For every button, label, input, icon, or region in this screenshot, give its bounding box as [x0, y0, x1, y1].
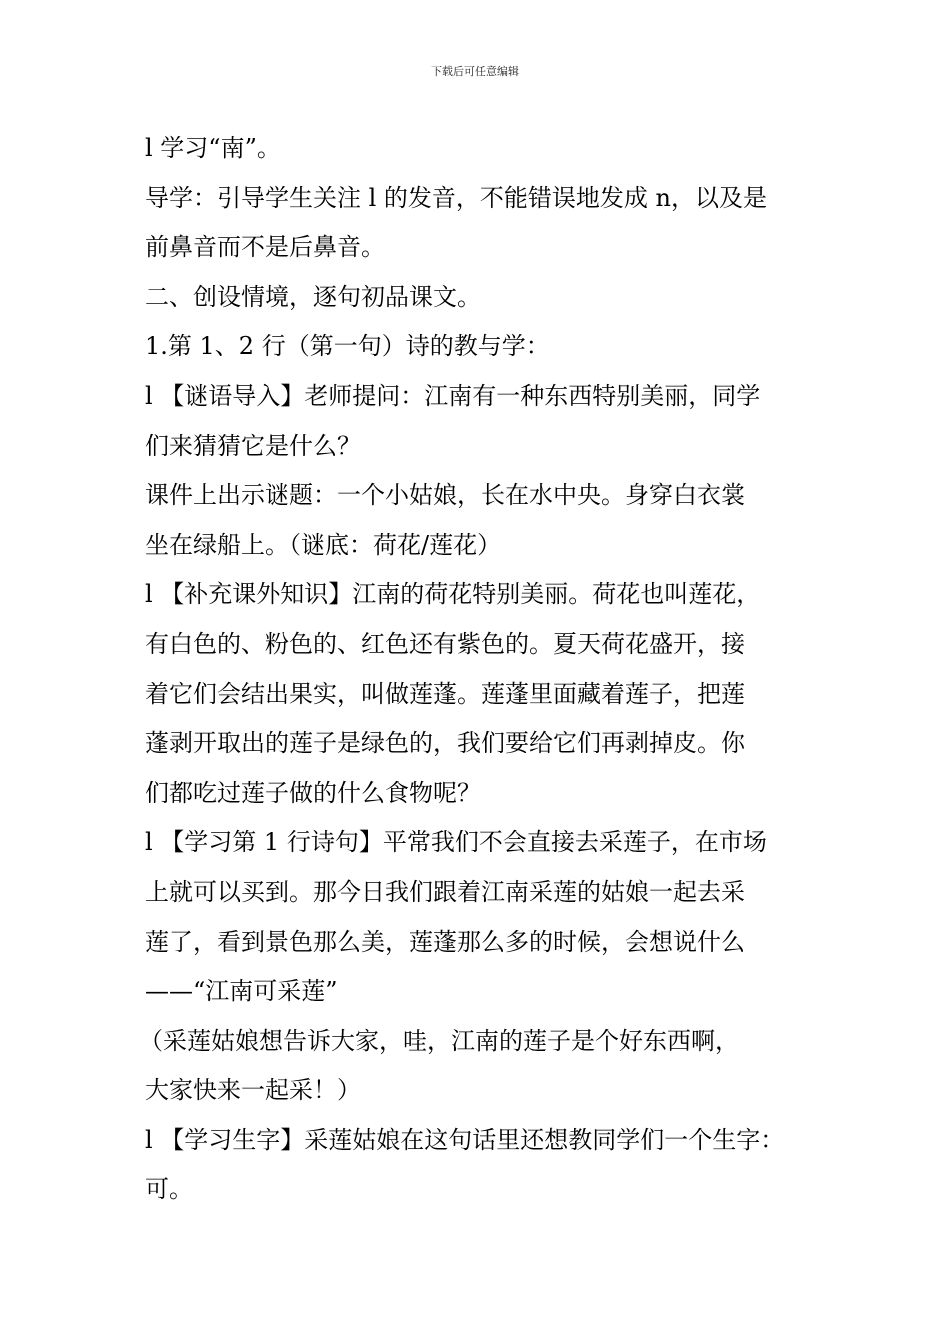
paragraph-line: l 【学习生字】采莲姑娘在这句话里还想教同学们一个生字：: [145, 1125, 785, 1154]
paragraph-line: 着它们会结出果实，叫做莲蓬。莲蓬里面藏着莲子，把莲: [145, 679, 745, 708]
paragraph-line: l 学习“南”。: [145, 134, 281, 162]
paragraph-line: l 【学习第 1 行诗句】平常我们不会直接去采莲子，在市场: [145, 828, 767, 857]
paragraph-line: 们来猜猜它是什么？: [145, 431, 361, 460]
paragraph-line: 1.第 1、2 行（第一句）诗的教与学：: [145, 332, 550, 361]
paragraph-line: l 【补充课外知识】江南的荷花特别美丽。荷花也叫莲花，: [145, 580, 761, 609]
paragraph-line: l 【谜语导入】老师提问：江南有一种东西特别美丽，同学: [145, 381, 761, 410]
paragraph-line: 导学：引导学生关注 l 的发音，不能错误地发成 n，以及是: [145, 183, 768, 212]
paragraph-line: ——“江南可采莲”: [145, 977, 338, 1006]
paragraph-line: 蓬剥开取出的莲子是绿色的，我们要给它们再剥掉皮。你: [145, 729, 745, 758]
paragraph-line: 大家快来一起采！）: [145, 1076, 361, 1105]
paragraph-line: 二、创设情境，逐句初品课文。: [145, 282, 481, 311]
paragraph-line: 莲了，看到景色那么美，莲蓬那么多的时候，会想说什么: [145, 927, 745, 956]
paragraph-line: 坐在绿船上。（谜底：荷花/莲花）: [145, 530, 502, 559]
page-header: 下载后可任意编辑: [431, 65, 519, 78]
paragraph-line: 上就可以买到。那今日我们跟着江南采莲的姑娘一起去采: [145, 877, 745, 906]
paragraph-line: （采莲姑娘想告诉大家，哇，江南的莲子是个好东西啊，: [139, 1026, 739, 1055]
paragraph-line: 可。: [145, 1175, 193, 1204]
paragraph-line: 们都吃过莲子做的什么食物呢？: [145, 778, 481, 807]
paragraph-line: 前鼻音而不是后鼻音。: [145, 233, 385, 262]
paragraph-line: 有白色的、粉色的、红色还有紫色的。夏天荷花盛开，接: [145, 629, 745, 658]
paragraph-line: 课件上出示谜题：一个小姑娘，长在水中央。身穿白衣裳: [145, 481, 745, 510]
document-body: [139, 124, 815, 1215]
